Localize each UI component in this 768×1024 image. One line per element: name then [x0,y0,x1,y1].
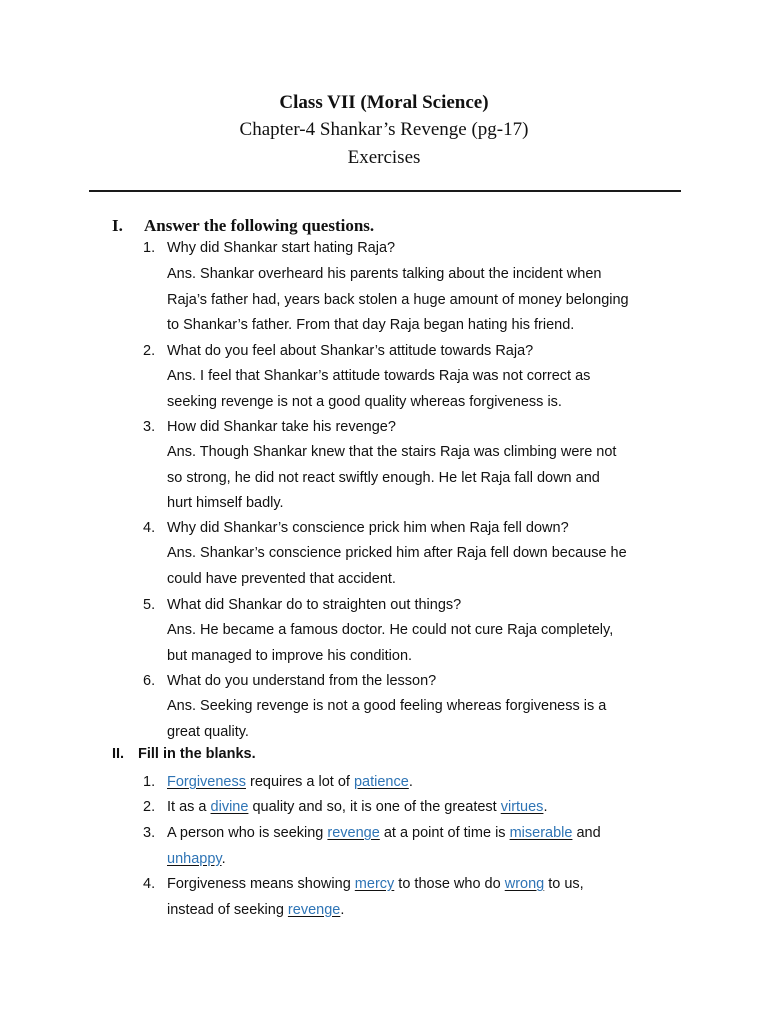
question-1: 1. Why did Shankar start hating Raja? [143,240,396,256]
question-6: 6. What do you understand from the lesson? [143,673,437,689]
blank-answer: patience [353,774,409,790]
blank-answer: miserable [509,825,573,841]
section-2-heading [112,746,256,762]
answer-1: Ans. Shankar overheard his parents talking about the incident when Raja’s father had, years back stolen a huge amount of money belonging to Shankar’s father. From that day Raja began hating his friend. [167,266,629,333]
blank-answer: revenge [287,901,341,918]
blank-answer: virtues [500,799,544,815]
blank-answer: Forgiveness [167,774,246,790]
answer-3: Ans. Though Shankar knew that the stairs Raja was climbing were not so strong, he did not react swiftly enough. He let Raja fall down and hurt himself badly. [167,444,617,511]
answer-5: Ans. He became a famous doctor. He could not cure Raja completely, but managed to improve his condition. [167,622,614,664]
fill-item-1: 1. Forgiveness requires a lot of patience. [143,774,413,790]
fill-item-2: 2. It as a divine quality and so, it is one of the greatest virtues. [143,799,548,815]
answer-6: Ans. Seeking revenge is not a good feeling whereas forgiveness is a great quality. [167,698,607,740]
answer-4: Ans. Shankar’s conscience pricked him after Raja fell down because he could have prevented that accident. [167,545,627,587]
chapter-title: Chapter-4 Shankar’s Revenge (pg-17) [239,119,529,140]
fill-item-4: 4. Forgiveness means showing mercy to those who do wrong to us, instead of seeking revenge. [143,876,584,918]
question-4: 4. Why did Shankar’s conscience prick him when Raja fell down? [143,520,569,536]
header-divider [89,190,681,192]
blank-answer: revenge [327,825,380,841]
section-1-heading [112,216,374,236]
class-title: Class VII (Moral Science) [279,92,489,113]
blank-answer: mercy [354,876,395,892]
fill-item-3: 3. A person who is seeking revenge at a point of time is miserable and unhappy. [143,825,601,867]
section-2-title: Fill in the blanks. [138,746,256,762]
question-3: 3. How did Shankar take his revenge? [143,419,396,435]
answer-2: Ans. I feel that Shankar’s attitude towards Raja was not correct as seeking revenge is not a good quality whereas forgiveness is. [167,368,591,410]
blank-answer: unhappy [167,850,222,867]
section-1-number: I. [112,216,123,235]
exercises-title: Exercises [347,147,421,168]
blank-answer: wrong [504,876,545,892]
section-2-number: II. [112,746,125,762]
section-1-title: Answer the following questions. [144,216,375,235]
question-5: 5. What did Shankar do to straighten out things? [143,597,462,613]
question-2: 2. What do you feel about Shankar’s attitude towards Raja? [143,343,534,359]
document-header [0,90,768,172]
blank-answer: divine [210,799,249,815]
